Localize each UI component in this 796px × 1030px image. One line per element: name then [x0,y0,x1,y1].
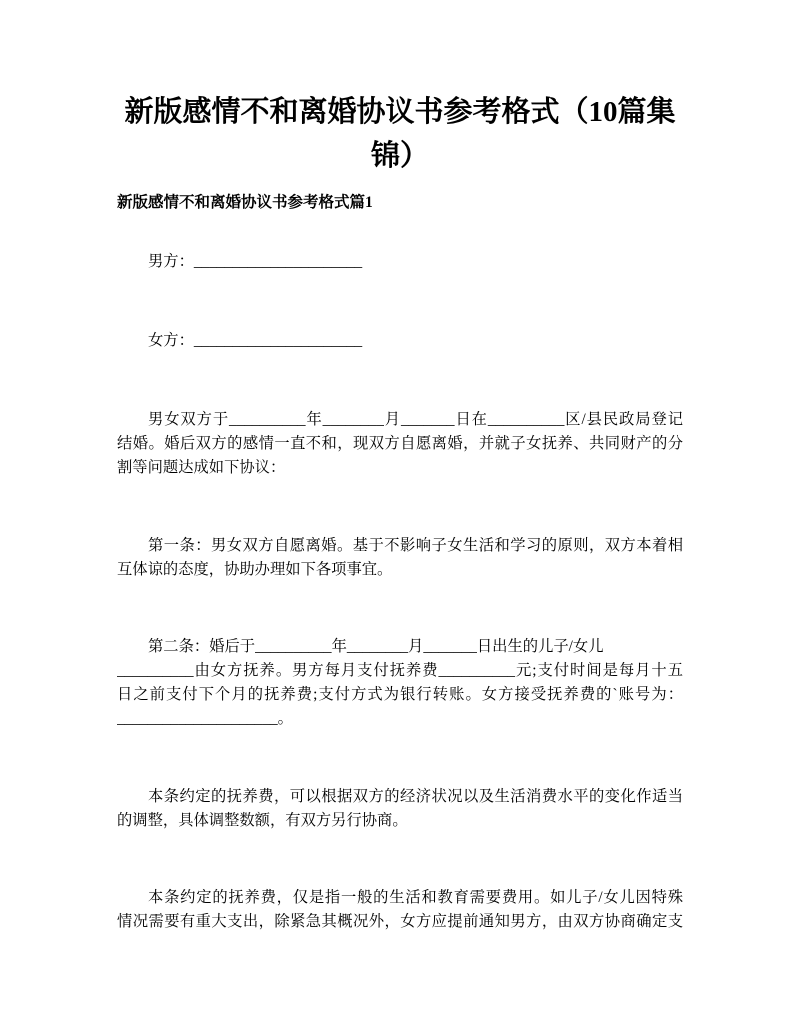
clause-1-paragraph [117,534,683,582]
text-line: 情况需要有重大支出，除紧急其概况外，女方应提前通知男方，由双方协商确定支 [117,913,683,930]
text-line: 日之前支付下个月的抚养费;支付方式为银行转账。女方接受抚养费的`账号为： [117,686,683,703]
husband-field [117,250,683,274]
text-line: 割等问题达成如下协议： [117,459,286,476]
wife-field-line: 女方：______________________ [148,332,363,349]
text-line: 男女双方于__________年________月_______日在__________区/县民政局登记 [148,411,683,428]
article-heading: 新版感情不和离婚协议书参考格式篇1 [117,194,373,211]
husband-field-line: 男方：______________________ [148,253,363,270]
text-line: 结婚。婚后双方的感情一直不和，现双方自愿离婚，并就子女抚养、共同财产的分 [117,435,683,452]
intro-paragraph [117,408,683,480]
document-title: 新版感情不和离婚协议书参考格式（10篇集锦） [124,96,676,172]
text-line: 第一条：男女双方自愿离婚。基于不影响子女生活和学习的原则，双方本着相 [148,537,683,554]
text-line: 互体谅的态度，协助办理如下各项事宜。 [117,561,393,578]
text-line: 的调整，具体调整数额，有双方另行协商。 [117,812,408,829]
clause-2-paragraph [117,635,683,731]
alimony-adjustment-paragraph [117,785,683,833]
text-line: 本条约定的抚养费，可以根据双方的经济状况以及生活消费水平的变化作适当 [148,788,683,805]
wife-field [117,329,683,353]
text-line: 第二条：婚后于__________年________月_______日出生的儿子/女儿 [148,638,604,655]
text-line: _____________________。 [117,710,293,727]
alimony-scope-paragraph [117,886,683,934]
text-line: 本条约定的抚养费，仅是指一般的生活和教育需要费用。如儿子/女儿因特殊 [148,889,683,906]
text-line: __________由女方抚养。男方每月支付抚养费__________元;支付时间是每月十五 [117,662,683,679]
